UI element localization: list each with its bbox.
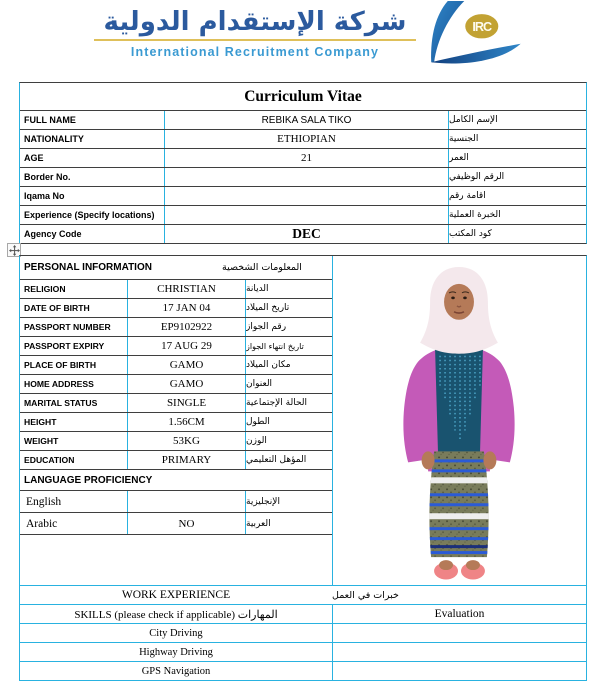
table-row-border-no [20,167,586,186]
table-row-full-name [20,110,586,129]
table-row-age [20,148,586,167]
applicant-photo [333,256,586,585]
personal-info-header-arabic: المعلومات الشخصية [222,262,302,273]
date-of-birth-label: DATE OF BIRTH [24,303,90,313]
table-row-agency-code [20,224,586,243]
agency-code-value: DEC [164,225,449,243]
arabic-value: NO [127,513,246,534]
sandals [434,560,485,579]
table-row-education [20,450,332,469]
skill-highway-driving: Highway Driving [139,646,213,658]
table-row-home-address [20,374,332,393]
english-arabic-label: الإنجليزية [246,496,280,507]
personal-info-header: PERSONAL INFORMATION [24,262,152,273]
skill-gps-navigation: GPS Navigation [141,665,211,677]
border-no-label: Border No. [24,172,71,182]
religion-label: RELIGION [24,284,66,294]
weight-arabic-label: الوزن [246,436,267,446]
company-logo-text [88,6,422,60]
evaluation-gps-navigation [332,662,586,680]
table-row-passport-expiry [20,336,332,355]
education-label: EDUCATION [24,455,75,465]
table-row-english [20,490,332,512]
top-shape [435,349,483,456]
iqama-no-label: Iqama No [24,191,65,201]
full-name-label: FULL NAME [24,115,76,125]
table-row-height [20,412,332,431]
home-address-label: HOME ADDRESS [24,379,94,389]
marital-status-label: MARITAL STATUS [24,398,98,408]
company-name-arabic: شركة الإستقدام الدولية [103,7,407,37]
logo-underline [94,39,416,41]
date-of-birth-value: 17 JAN 04 [127,299,246,317]
table-row-marital-status [20,393,332,412]
passport-number-label: PASSPORT NUMBER [24,322,111,332]
cv-title: Curriculum Vitae [244,87,362,105]
religion-value: CHRISTIAN [127,280,246,298]
experience-value [164,206,449,224]
iqama-no-value [164,187,449,205]
weight-value: 53KG [127,432,246,450]
height-value: 1.56CM [127,413,246,431]
date-of-birth-arabic-label: تاريخ الميلاد [246,303,290,313]
religion-arabic-label: الديانة [246,284,269,294]
evaluation-header: Evaluation [332,605,586,623]
left-hand [422,451,435,469]
passport-expiry-value: 17 AUG 29 [127,337,246,355]
place-of-birth-arabic-label: مكان الميلاد [246,360,291,370]
marital-status-arabic-label: الحالة الإجتماعية [246,398,307,408]
passport-expiry-label: PASSPORT EXPIRY [24,341,105,351]
empty-row [20,534,332,585]
height-label: HEIGHT [24,417,57,427]
face [444,284,474,320]
home-address-value: GAMO [127,375,246,393]
experience-arabic-label: الخبرة العملية [449,210,501,220]
arabic-arabic-label: العربية [246,518,271,529]
table-row-weight [20,431,332,450]
company-name-english: International Recruitment Company [130,45,380,59]
passport-expiry-arabic-label: تاريخ انتهاء الجواز [246,341,304,351]
arabic-label: Arabic [26,517,58,530]
skills-header-row [20,605,586,624]
table-row-passport-number [20,317,332,336]
agency-code-label: Agency Code [24,229,82,239]
photo-cell [332,256,586,585]
experience-label: Experience (Specify locations) [24,210,155,220]
evaluation-highway-driving [332,643,586,661]
skill-row-city-driving [20,624,586,643]
work-experience-table [19,585,587,681]
english-value [127,491,246,512]
home-address-arabic-label: العنوان [246,379,273,389]
border-no-arabic-label: الرقم الوظيفي [449,172,505,182]
personal-info-table [19,255,587,585]
personal-info-header-row [20,256,332,279]
skill-row-highway-driving [20,643,586,662]
full-name-arabic-label: الإسم الكامل [449,115,498,125]
skill-row-gps-navigation [20,662,586,681]
irc-logo-icon [424,1,524,71]
irc-badge-text: IRC [472,20,492,35]
nationality-label: NATIONALITY [24,134,84,144]
age-value: 21 [164,149,449,167]
evaluation-city-driving [332,624,586,642]
skill-city-driving: City Driving [149,627,203,639]
place-of-birth-value: GAMO [127,356,246,374]
place-of-birth-label: PLACE OF BIRTH [24,360,97,370]
table-row-religion [20,279,332,298]
border-no-value [164,168,449,186]
nationality-value: ETHIOPIAN [164,130,449,148]
iqama-no-arabic-label: اقامة رقم [449,191,486,201]
work-experience-row [20,586,586,605]
english-label: English [26,495,62,508]
table-row-place-of-birth [20,355,332,374]
language-proficiency-header: LANGUAGE PROFICIENCY [20,469,332,490]
right-hand [483,451,496,469]
age-arabic-label: العمر [449,153,469,163]
table-row-arabic [20,512,332,534]
full-name-value: REBIKA SALA TIKO [164,111,449,129]
table-row-nationality [20,129,586,148]
personal-info-columns [20,256,332,585]
table-row-experience [20,205,586,224]
skills-header: SKILLS (please check if applicable) المهارات [74,608,278,621]
table-row-iqama-no [20,186,586,205]
work-experience-header: WORK EXPERIENCE [121,589,231,601]
height-arabic-label: الطول [246,417,270,427]
education-arabic-label: المؤهل التعليمي [246,455,307,465]
passport-number-arabic-label: رقم الجواز [246,322,287,332]
weight-label: WEIGHT [24,436,59,446]
agency-code-arabic-label: كود المكتب [449,229,492,239]
table-row-date-of-birth [20,298,332,317]
work-experience-arabic-label: خبرات في العمل [332,589,399,601]
age-label: AGE [24,153,44,163]
education-value: PRIMARY [127,451,246,469]
passport-number-value: EP9102922 [127,318,246,336]
cv-header-table [19,82,587,244]
nationality-arabic-label: الجنسية [449,134,479,144]
marital-status-value: SINGLE [127,394,246,412]
